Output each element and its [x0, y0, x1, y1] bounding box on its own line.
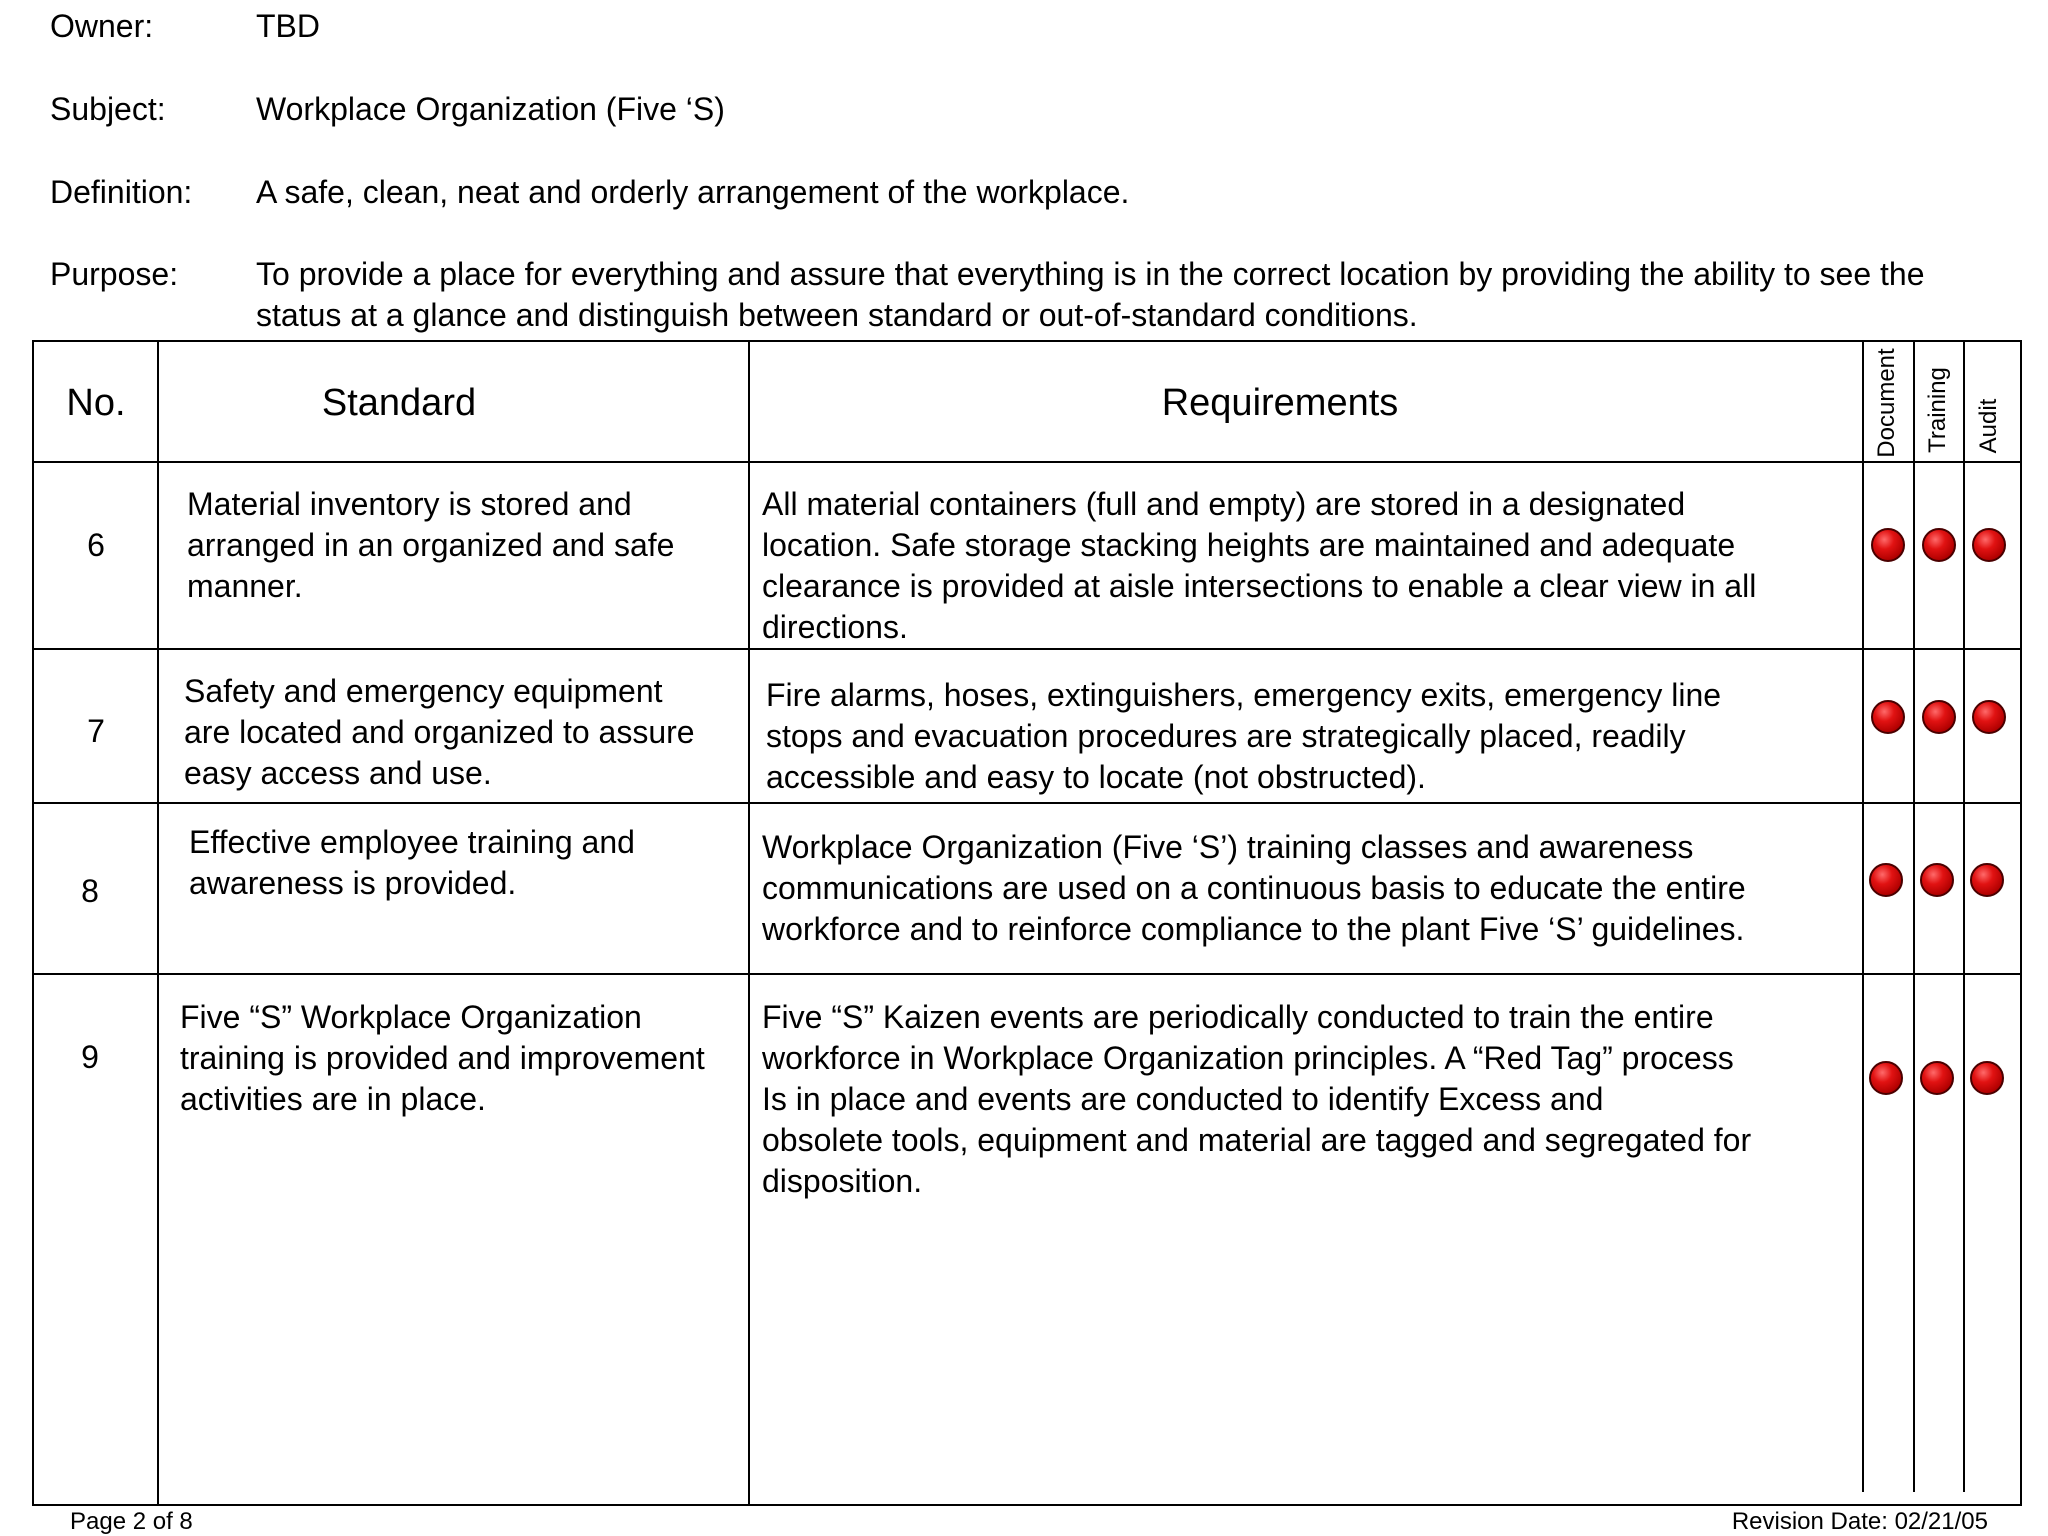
subject-value: Workplace Organization (Five ‘S) — [256, 91, 725, 127]
training-status-dot — [1922, 700, 1956, 734]
header-row-divider — [32, 461, 2022, 463]
audit-status-dot — [1972, 528, 2006, 562]
column-divider — [157, 340, 159, 1506]
standard-text: Safety and emergency equipment are located and organized to assure easy access and use. — [184, 673, 695, 791]
definition-label: Definition: — [50, 174, 193, 210]
requirements-text: Five “S” Kaizen events are periodically conducted to train the entire workforce in Workplace Organization principles. A “Red Tag” process Is in place and events are conducted to identify Excess and obsolete tools, equipment and material are tagged and segregated for disposition. — [762, 999, 1752, 1199]
definition-value: A safe, clean, neat and orderly arrangement of the workplace. — [256, 174, 1130, 210]
column-divider — [748, 340, 750, 1506]
column-header-no: No. — [66, 382, 126, 424]
standard-text: Material inventory is stored and arranged in an organized and safe manner. — [187, 486, 675, 604]
owner-label: Owner: — [50, 8, 154, 44]
requirements-text: Workplace Organization (Five ‘S’) training classes and awareness communications are used on a continuous basis to educate the entire workforce and to reinforce compliance to the plant Five ‘S’ guidelines. — [762, 829, 1746, 947]
column-divider — [1913, 340, 1915, 1492]
purpose-value: To provide a place for everything and assure that everything is in the correct location by providing the ability to see the status at a glance and distinguish between standard or out-of-standard conditions. — [256, 256, 1925, 333]
purpose-label: Purpose: — [50, 256, 179, 292]
row-divider — [32, 648, 2022, 650]
column-header-training-label: Training — [1924, 367, 1951, 453]
subject-label: Subject: — [50, 91, 166, 127]
column-divider — [1963, 340, 1965, 1492]
document-status-dot — [1871, 700, 1905, 734]
document-status-dot — [1869, 1061, 1903, 1095]
training-status-dot — [1922, 528, 1956, 562]
column-divider — [1862, 340, 1864, 1492]
owner-value: TBD — [256, 8, 320, 44]
column-header-document-label: Document — [1873, 348, 1900, 458]
audit-status-dot — [1970, 863, 2004, 897]
document-status-dot — [1869, 863, 1903, 897]
row-number: 6 — [87, 527, 105, 563]
standard-text: Effective employee training and awareness is provided. — [189, 824, 635, 901]
requirements-text: All material containers (full and empty) are stored in a designated location. Safe storage stacking heights are maintained and adequate clearance is provided at aisle intersections to enable a clear view in all directions. — [762, 486, 1757, 645]
column-header-audit-label: Audit — [1975, 398, 2002, 454]
row-divider — [32, 973, 2022, 975]
training-status-dot — [1920, 1061, 1954, 1095]
row-number: 7 — [87, 713, 105, 749]
column-header-standard: Standard — [321, 382, 477, 424]
audit-status-dot — [1970, 1061, 2004, 1095]
requirements-text: Fire alarms, hoses, extinguishers, emergency exits, emergency line stops and evacuation procedures are strategically placed, readily accessible and easy to locate (not obstructed). — [766, 677, 1722, 795]
training-status-dot — [1920, 863, 1954, 897]
page-number: Page 2 of 8 — [70, 1508, 193, 1535]
audit-status-dot — [1972, 700, 2006, 734]
row-number: 9 — [81, 1039, 99, 1075]
row-divider — [32, 802, 2022, 804]
standard-text: Five “S” Workplace Organization training is provided and improvement activities are in place. — [180, 999, 705, 1117]
column-header-requirements: Requirements — [1161, 382, 1399, 424]
revision-date: Revision Date: 02/21/05 — [1731, 1508, 1988, 1535]
row-number: 8 — [81, 873, 99, 909]
document-status-dot — [1871, 528, 1905, 562]
